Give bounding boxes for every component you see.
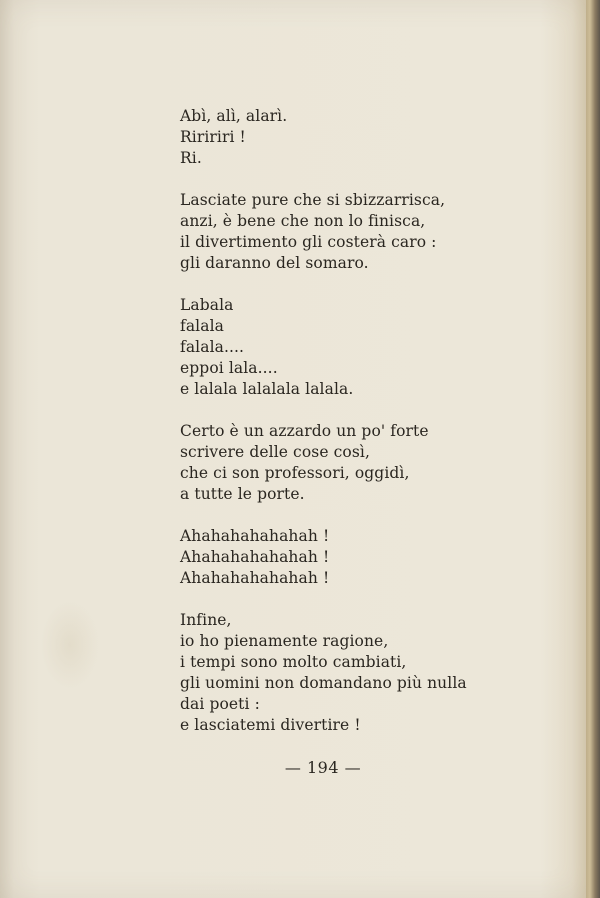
verse-line: Lasciate pure che si sbizzarrisca, bbox=[180, 191, 446, 209]
page-edge bbox=[586, 0, 600, 898]
poem-text bbox=[180, 106, 560, 736]
verse-line: Labala bbox=[180, 296, 234, 314]
verse-line: che ci son professori, oggidì, bbox=[180, 464, 410, 482]
verse-line: gli uomini non domandano più nulla bbox=[180, 674, 467, 692]
verse-line: io ho pienamente ragione, bbox=[180, 632, 389, 650]
verse-line: Certo è un azzardo un po' forte bbox=[180, 422, 429, 440]
verse-line: Infine, bbox=[180, 611, 232, 629]
stanza-4 bbox=[180, 421, 560, 505]
paper-stain bbox=[40, 600, 100, 690]
stanza-6 bbox=[180, 610, 560, 736]
verse-line: dai poeti : bbox=[180, 695, 260, 713]
verse-line: a tutte le porte. bbox=[180, 485, 305, 503]
verse-line: falala bbox=[180, 317, 224, 335]
stanza-5 bbox=[180, 526, 560, 589]
verse-line: Ri. bbox=[180, 149, 202, 167]
verse-line: eppoi lala.... bbox=[180, 359, 278, 377]
verse-line: Ahahahahahahah ! bbox=[180, 527, 330, 545]
page-number: — 194 — bbox=[284, 758, 362, 777]
verse-line: e lalala lalalala lalala. bbox=[180, 380, 354, 398]
verse-line: Abì, alì, alarì. bbox=[180, 107, 288, 125]
verse-line: Riririri ! bbox=[180, 128, 246, 146]
verse-line: Ahahahahahahah ! bbox=[180, 569, 330, 587]
verse-line: i tempi sono molto cambiati, bbox=[180, 653, 407, 671]
verse-line: e lasciatemi divertire ! bbox=[180, 716, 361, 734]
stanza-1 bbox=[180, 106, 560, 169]
stanza-3 bbox=[180, 295, 560, 400]
stanza-2 bbox=[180, 190, 560, 274]
verse-line: Ahahahahahahah ! bbox=[180, 548, 330, 566]
verse-line: gli daranno del somaro. bbox=[180, 254, 369, 272]
verse-line: scrivere delle cose così, bbox=[180, 443, 370, 461]
verse-line: anzi, è bene che non lo finisca, bbox=[180, 212, 426, 230]
verse-line: falala.... bbox=[180, 338, 245, 356]
verse-line: il divertimento gli costerà caro : bbox=[180, 233, 437, 251]
